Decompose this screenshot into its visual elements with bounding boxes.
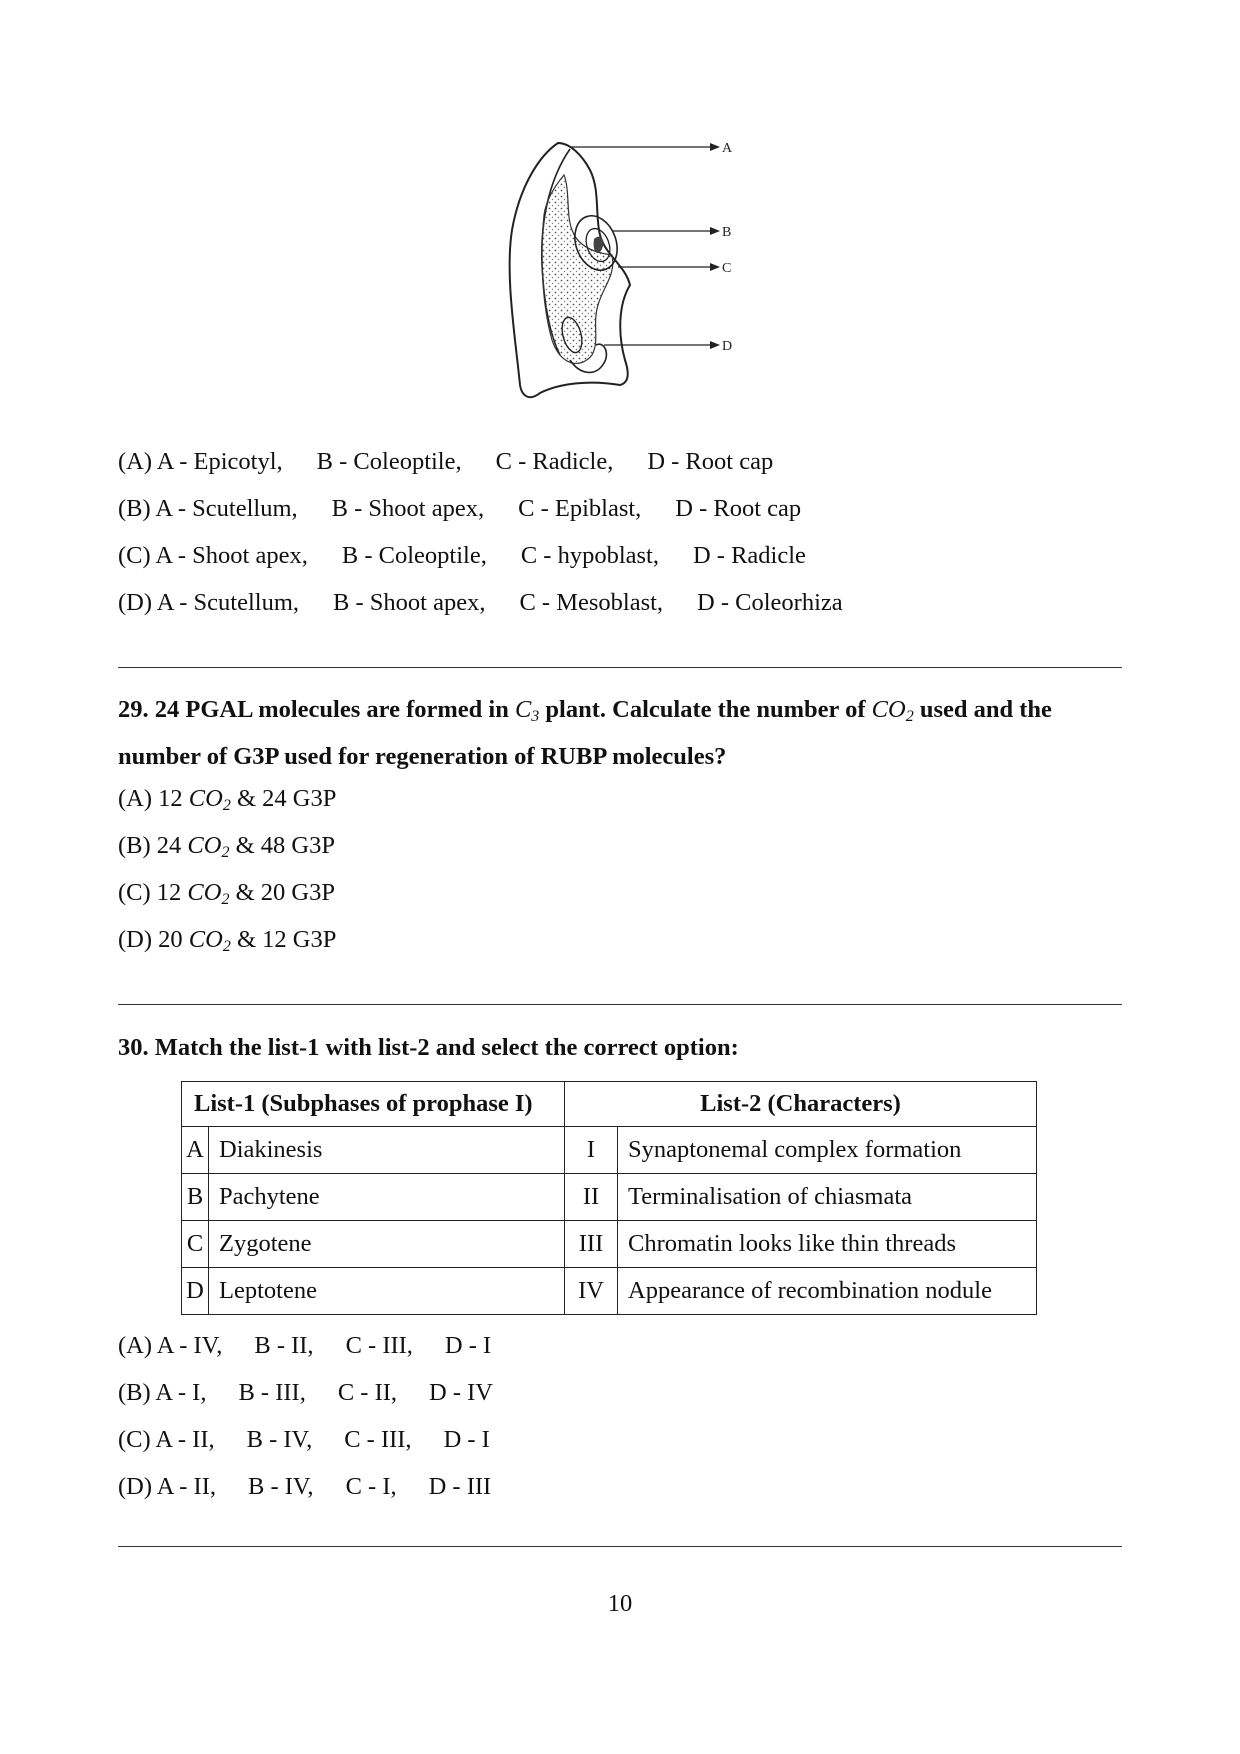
row-roman: III <box>565 1221 618 1268</box>
scutellum-fill <box>542 175 613 363</box>
row-letter: B <box>182 1174 209 1221</box>
row-roman: I <box>565 1127 618 1174</box>
table-row <box>182 1127 1037 1174</box>
q30-stem: 30. Match the list-1 with list-2 and select the correct option: <box>118 1034 739 1061</box>
q30-option-c[interactable]: (C) A - II, B - IV, C - III, D - I <box>118 1426 490 1453</box>
row-list2: Appearance of recombination nodule <box>618 1268 1037 1315</box>
q30-option-a[interactable]: (A) A - IV, B - II, C - III, D - I <box>118 1332 492 1359</box>
row-list1: Diakinesis <box>209 1127 565 1174</box>
row-roman: II <box>565 1174 618 1221</box>
math-c3: $C_3$ <box>514 696 540 725</box>
figure-label-b: B <box>722 225 732 240</box>
row-list2: Terminalisation of chiasmata <box>618 1174 1037 1221</box>
row-letter: C <box>182 1221 209 1268</box>
q29-option-d[interactable]: (D) 20 $CO_2$ & 12 G3P <box>118 926 337 955</box>
page-number: 10 <box>607 1590 633 1617</box>
section-divider <box>118 1004 1122 1005</box>
math-co2: $CO_2$ <box>871 696 914 725</box>
row-roman: IV <box>565 1268 618 1315</box>
embryo-diagram <box>500 135 733 410</box>
table-row <box>182 1221 1037 1268</box>
q30-option-b[interactable]: (B) A - I, B - III, C - II, D - IV <box>118 1379 493 1406</box>
q29-option-c[interactable]: (C) 12 $CO_2$ & 20 G3P <box>118 879 335 908</box>
q28-option-c[interactable]: (C) A - Shoot apex, B - Coleoptile, C - hypoblast, D - Radicle <box>118 542 806 569</box>
row-list1: Zygotene <box>209 1221 565 1268</box>
q28-option-d[interactable]: (D) A - Scutellum, B - Shoot apex, C - Mesoblast, D - Coleorhiza <box>118 589 843 616</box>
q29-option-a[interactable]: (A) 12 $CO_2$ & 24 G3P <box>118 785 337 814</box>
section-divider <box>118 667 1122 668</box>
figure-label-c: C <box>722 261 732 276</box>
header-list1: List-1 (Subphases of prophase I) <box>182 1082 565 1127</box>
row-letter: A <box>182 1127 209 1174</box>
q28-option-b[interactable]: (B) A - Scutellum, B - Shoot apex, C - Epiblast, D - Root cap <box>118 495 802 522</box>
q28-option-a[interactable]: (A) A - Epicotyl, B - Coleoptile, C - Radicle, D - Root cap <box>118 448 774 475</box>
row-list2: Chromatin looks like thin threads <box>618 1221 1037 1268</box>
table-row <box>182 1268 1037 1315</box>
q30-option-d[interactable]: (D) A - II, B - IV, C - I, D - III <box>118 1473 492 1500</box>
match-table <box>181 1081 1037 1315</box>
row-letter: D <box>182 1268 209 1315</box>
header-list2: List-2 (Characters) <box>565 1082 1037 1127</box>
shoot-apex-core <box>594 237 604 253</box>
row-list2: Synaptonemal complex formation <box>618 1127 1037 1174</box>
q29-option-b[interactable]: (B) 24 $CO_2$ & 48 G3P <box>118 832 335 861</box>
figure-label-d: D <box>722 339 733 354</box>
embryo-diagram-svg <box>500 135 733 410</box>
row-list1: Leptotene <box>209 1268 565 1315</box>
q29-stem: 29. 24 PGAL molecules are formed in $C_3$ plant. Calculate the number of $CO_2$ used and the number of G3P used for regeneration of RUBP molecules? <box>118 696 1052 770</box>
section-divider <box>118 1546 1122 1547</box>
match-table-header <box>182 1082 1037 1127</box>
figure-label-a: A <box>722 141 733 156</box>
table-row <box>182 1174 1037 1221</box>
row-list1: Pachytene <box>209 1174 565 1221</box>
